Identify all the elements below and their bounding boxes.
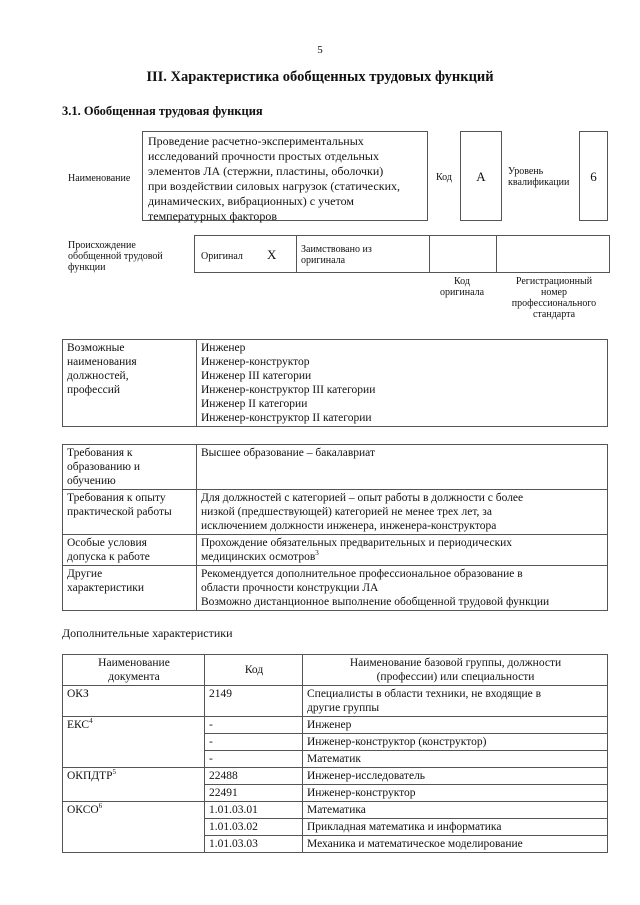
- table-row: [63, 717, 608, 734]
- code-cell: 1.01.03.01: [205, 802, 303, 819]
- borrowed-label: Заимствовано из оригинала: [301, 244, 372, 266]
- positions-label: Возможные наименования должностей, профессий: [63, 340, 197, 427]
- code-cell: 22491: [205, 785, 303, 802]
- code-cell: -: [205, 717, 303, 734]
- code-original-caption: Код оригинала: [439, 276, 485, 298]
- name-cell: Математик: [303, 751, 608, 768]
- additional-table: [62, 654, 608, 853]
- education-value: Высшее образование – бакалавриат: [197, 445, 608, 490]
- name-cell: Математика: [303, 802, 608, 819]
- divider: [296, 236, 297, 272]
- admission-value: Прохождение обязательных предварительных и периодических медицинских осмотров$^3$: [197, 535, 608, 566]
- origin-label: Происхождение обобщенной трудовой функции: [68, 240, 163, 273]
- name-cell: Инженер-конструктор: [303, 785, 608, 802]
- reg-number-caption: Регистрационный номер профессионального стандарта: [511, 276, 597, 320]
- page-number: 5: [317, 44, 323, 56]
- doc-okso: ОКСО$^6$: [63, 802, 205, 853]
- divider: [429, 236, 430, 272]
- table-row: [63, 490, 608, 535]
- table-row: [63, 535, 608, 566]
- origin-box: [194, 235, 610, 273]
- level-label: Уровень квалификации: [508, 166, 570, 188]
- code-box: [460, 131, 502, 221]
- table-row: [63, 768, 608, 785]
- other-value: Рекомендуется дополнительное профессиональное образование в области прочности конструкции ЛА Возможно дистанционное выполнение обобщенной трудовой функции: [197, 566, 608, 611]
- footnote-ref: 6: [98, 802, 103, 811]
- list-item: Инженер II категории: [201, 398, 308, 410]
- code-cell: -: [205, 751, 303, 768]
- function-name-text: Проведение расчетно-экспериментальных исследований прочности простых отдельных элементов ЛА (стержни, пластины, оболочки) при воздействии силовых нагрузок (статических, динамических, вибрационных) с учетом температурных факторов: [148, 134, 400, 223]
- other-label: Другие характеристики: [63, 566, 197, 611]
- level-value: 6: [590, 169, 597, 184]
- doc-okpdtr: ОКПДТР$^5$: [63, 768, 205, 802]
- header-doc: Наименование документа: [63, 655, 205, 686]
- name-cell: Специалисты в области техники, не входящие в другие группы: [303, 686, 608, 717]
- function-name-box: [142, 131, 428, 221]
- code-cell: 1.01.03.03: [205, 836, 303, 853]
- list-item: Инженер-конструктор II категории: [201, 412, 372, 424]
- experience-label: Требования к опыту практической работы: [63, 490, 197, 535]
- footnote-ref: 4: [89, 717, 93, 726]
- table-row: [63, 340, 608, 427]
- list-item: Инженер-конструктор: [201, 356, 310, 368]
- positions-list: [197, 340, 608, 427]
- list-item: Инженер-конструктор III категории: [201, 384, 376, 396]
- education-label: Требования к образованию и обучению: [63, 445, 197, 490]
- footnote-ref: 5: [112, 768, 117, 777]
- code-cell: -: [205, 734, 303, 751]
- footnote-ref: 3: [315, 549, 319, 558]
- name-cell: Прикладная математика и информатика: [303, 819, 608, 836]
- table-row: [63, 445, 608, 490]
- requirements-table: [62, 444, 608, 611]
- name-label: Наименование: [68, 173, 131, 184]
- name-cell: Инженер-конструктор (конструктор): [303, 734, 608, 751]
- table-row: [63, 802, 608, 819]
- table-header: [63, 655, 608, 686]
- section-title: III. Характеристика обобщенных трудовых функций: [146, 69, 494, 85]
- subsection-title: 3.1. Обобщенная трудовая функция: [62, 104, 263, 118]
- code-label: Код: [436, 172, 452, 183]
- header-name: Наименование базовой группы, должности (профессии) или специальности: [303, 655, 608, 686]
- name-cell: Инженер-исследователь: [303, 768, 608, 785]
- list-item: Инженер: [201, 342, 246, 354]
- doc-eks: ЕКС$^4$: [63, 717, 205, 768]
- code-cell: 1.01.03.02: [205, 819, 303, 836]
- code-cell: 22488: [205, 768, 303, 785]
- table-row: [63, 566, 608, 611]
- admission-label: Особые условия допуска к работе: [63, 535, 197, 566]
- doc-okz: ОКЗ: [63, 686, 205, 717]
- divider: [496, 236, 497, 272]
- experience-value: Для должностей с категорией – опыт работы в должности с более низкой (предшествующей) категорией не менее трех лет, за исключением должности инженера, инженера-конструктора: [197, 490, 608, 535]
- original-mark: X: [267, 247, 277, 262]
- code-cell: 2149: [205, 686, 303, 717]
- table-row: [63, 686, 608, 717]
- positions-table: [62, 339, 608, 427]
- list-item: Инженер III категории: [201, 370, 312, 382]
- additional-title: Дополнительные характеристики: [62, 626, 233, 640]
- level-box: [579, 131, 608, 221]
- name-cell: Механика и математическое моделирование: [303, 836, 608, 853]
- code-value: А: [476, 169, 486, 184]
- name-cell: Инженер: [303, 717, 608, 734]
- original-label: Оригинал: [201, 251, 243, 262]
- header-code: Код: [205, 655, 303, 686]
